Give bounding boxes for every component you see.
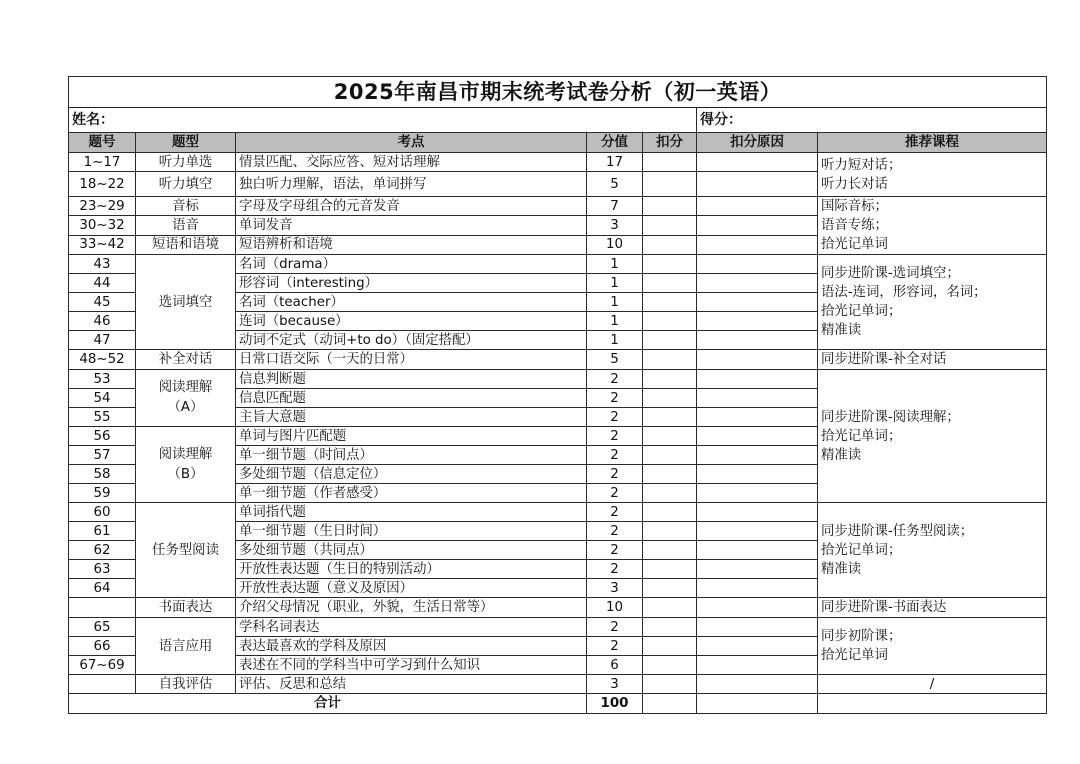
reason-cell bbox=[697, 274, 818, 293]
reason-cell bbox=[697, 293, 818, 312]
score-value: 1 bbox=[587, 293, 643, 312]
score-value: 3 bbox=[587, 579, 643, 598]
recommend-reading bbox=[818, 370, 1047, 503]
test-point: 形容词（interesting） bbox=[236, 274, 587, 293]
name-field: 姓名： bbox=[69, 108, 697, 133]
test-point: 多处细节题（信息定位） bbox=[236, 465, 587, 484]
header-type: 题型 bbox=[136, 133, 236, 153]
recommend-line: 语音专练； bbox=[821, 218, 888, 233]
question-number: 53 bbox=[69, 370, 136, 389]
deduction-cell bbox=[643, 656, 697, 675]
recommend-phonetics bbox=[818, 197, 1047, 255]
reason-cell bbox=[697, 579, 818, 598]
score-value: 2 bbox=[587, 370, 643, 389]
reason-cell bbox=[697, 235, 818, 254]
recommend-line: 拾光记单词 bbox=[821, 237, 888, 252]
score-value: 2 bbox=[587, 503, 643, 522]
question-number: 67~69 bbox=[69, 656, 136, 675]
deduction-cell bbox=[643, 541, 697, 560]
question-type: 自我评估 bbox=[136, 675, 236, 694]
analysis-sheet bbox=[68, 76, 1046, 714]
test-point: 主旨大意题 bbox=[236, 408, 587, 427]
recommend-cell bbox=[818, 694, 1047, 714]
question-number: 60 bbox=[69, 503, 136, 522]
recommend-line: 同步初阶课； bbox=[821, 629, 902, 644]
reason-cell bbox=[697, 153, 818, 172]
score-value: 5 bbox=[587, 350, 643, 370]
recommend-line: 精准读 bbox=[821, 447, 862, 463]
question-number: 56 bbox=[69, 427, 136, 446]
recommend-word-fill bbox=[818, 255, 1047, 350]
deduction-cell bbox=[643, 637, 697, 656]
test-point: 名词（teacher） bbox=[236, 293, 587, 312]
test-point: 独白听力理解，语法，单词拼写 bbox=[236, 172, 587, 197]
deduction-cell bbox=[643, 370, 697, 389]
test-point: 学科名词表达 bbox=[236, 618, 587, 637]
question-number bbox=[69, 675, 136, 694]
deduction-cell bbox=[643, 694, 697, 714]
question-number: 65 bbox=[69, 618, 136, 637]
question-number: 30~32 bbox=[69, 216, 136, 235]
recommend-line: 精准读 bbox=[821, 561, 862, 577]
score-value: 2 bbox=[587, 522, 643, 541]
total-label: 合计 bbox=[69, 694, 587, 714]
reason-cell bbox=[697, 618, 818, 637]
score-value: 2 bbox=[587, 408, 643, 427]
reason-cell bbox=[697, 216, 818, 235]
table-row bbox=[69, 350, 1047, 370]
question-number: 59 bbox=[69, 484, 136, 503]
test-point: 情景匹配、交际应答、短对话理解 bbox=[236, 153, 587, 172]
deduction-cell bbox=[643, 350, 697, 370]
test-point: 信息匹配题 bbox=[236, 389, 587, 408]
recommend-line: 拾光记单词； bbox=[821, 428, 902, 444]
reason-cell bbox=[697, 350, 818, 370]
test-point: 单一细节题（时间点） bbox=[236, 446, 587, 465]
table-row bbox=[69, 197, 1047, 216]
recommend-line: 拾光记单词； bbox=[821, 304, 902, 319]
score-value: 10 bbox=[587, 235, 643, 254]
deduction-cell bbox=[643, 446, 697, 465]
question-number: 47 bbox=[69, 331, 136, 350]
table-row bbox=[69, 255, 1047, 274]
type-line: （B） bbox=[167, 466, 204, 482]
deduction-cell bbox=[643, 274, 697, 293]
test-point: 短语辨析和语境 bbox=[236, 235, 587, 254]
deduction-cell bbox=[643, 503, 697, 522]
reason-cell bbox=[697, 446, 818, 465]
question-number: 46 bbox=[69, 312, 136, 331]
reason-cell bbox=[697, 331, 818, 350]
question-type: 听力填空 bbox=[136, 172, 236, 197]
recommend-dialogue: 同步进阶课-补全对话 bbox=[818, 350, 1047, 370]
test-point: 介绍父母情况（职业，外貌，生活日常等） bbox=[236, 598, 587, 618]
deduction-cell bbox=[643, 153, 697, 172]
score-value: 2 bbox=[587, 446, 643, 465]
test-point: 字母及字母组合的元音发音 bbox=[236, 197, 587, 216]
header-recommend: 推荐课程 bbox=[818, 133, 1047, 153]
question-type: 语言应用 bbox=[136, 618, 236, 675]
reason-cell bbox=[697, 370, 818, 389]
table-row bbox=[69, 153, 1047, 172]
test-point: 连词（because） bbox=[236, 312, 587, 331]
deduction-cell bbox=[643, 675, 697, 694]
test-point: 多处细节题（共同点） bbox=[236, 541, 587, 560]
header-deduction: 扣分 bbox=[643, 133, 697, 153]
score-value: 1 bbox=[587, 274, 643, 293]
deduction-cell bbox=[643, 522, 697, 541]
recommend-listening bbox=[818, 153, 1047, 197]
type-line: （A） bbox=[167, 400, 204, 415]
header-value: 分值 bbox=[587, 133, 643, 153]
question-type: 语音 bbox=[136, 216, 236, 235]
deduction-cell bbox=[643, 197, 697, 216]
recommend-line: 精准读 bbox=[821, 323, 862, 338]
reason-cell bbox=[697, 427, 818, 446]
deduction-cell bbox=[643, 579, 697, 598]
score-value: 3 bbox=[587, 216, 643, 235]
reason-cell bbox=[697, 675, 818, 694]
score-value: 1 bbox=[587, 255, 643, 274]
score-field: 得分： bbox=[697, 108, 1047, 133]
question-number: 23~29 bbox=[69, 197, 136, 216]
deduction-cell bbox=[643, 618, 697, 637]
score-value: 1 bbox=[587, 331, 643, 350]
question-number: 58 bbox=[69, 465, 136, 484]
question-number: 62 bbox=[69, 541, 136, 560]
reason-cell bbox=[697, 172, 818, 197]
score-value: 1 bbox=[587, 312, 643, 331]
recommend-line: 拾光记单词； bbox=[821, 542, 902, 558]
reason-cell bbox=[697, 408, 818, 427]
score-value: 10 bbox=[587, 598, 643, 618]
recommend-task-reading bbox=[818, 503, 1047, 598]
question-type-reading-b bbox=[136, 427, 236, 503]
recommend-line: 国际音标； bbox=[821, 199, 888, 214]
type-line: 阅读理解 bbox=[158, 380, 213, 395]
question-type: 听力单选 bbox=[136, 153, 236, 172]
test-point: 单词指代题 bbox=[236, 503, 587, 522]
analysis-table bbox=[68, 76, 1047, 714]
deduction-cell bbox=[643, 331, 697, 350]
reason-cell bbox=[697, 197, 818, 216]
type-line: 阅读理解 bbox=[158, 446, 213, 462]
test-point: 动词不定式（动词+to do）（固定搭配） bbox=[236, 331, 587, 350]
score-value: 2 bbox=[587, 618, 643, 637]
test-point: 单词与图片匹配题 bbox=[236, 427, 587, 446]
total-row bbox=[69, 694, 1047, 714]
question-type: 任务型阅读 bbox=[136, 503, 236, 598]
reason-cell bbox=[697, 637, 818, 656]
score-value: 2 bbox=[587, 484, 643, 503]
test-point: 单一细节题（作者感受） bbox=[236, 484, 587, 503]
deduction-cell bbox=[643, 235, 697, 254]
score-value: 7 bbox=[587, 197, 643, 216]
document-title: 2025年南昌市期末统考试卷分析（初一英语） bbox=[69, 77, 1047, 108]
question-type-reading-a bbox=[136, 370, 236, 427]
table-row bbox=[69, 675, 1047, 694]
recommend-line: 同步进阶课-阅读理解； bbox=[821, 409, 960, 425]
reason-cell bbox=[697, 255, 818, 274]
test-point: 日常口语交际（一天的日常） bbox=[236, 350, 587, 370]
question-number: 66 bbox=[69, 637, 136, 656]
score-value: 2 bbox=[587, 465, 643, 484]
test-point: 表达最喜欢的学科及原因 bbox=[236, 637, 587, 656]
deduction-cell bbox=[643, 465, 697, 484]
recommend-language-use bbox=[818, 618, 1047, 675]
reason-cell bbox=[697, 560, 818, 579]
header-reason: 扣分原因 bbox=[697, 133, 818, 153]
score-value: 2 bbox=[587, 427, 643, 446]
recommend-line: 听力短对话； bbox=[821, 157, 902, 173]
question-number: 57 bbox=[69, 446, 136, 465]
reason-cell bbox=[697, 522, 818, 541]
deduction-cell bbox=[643, 172, 697, 197]
question-number: 61 bbox=[69, 522, 136, 541]
question-type: 选词填空 bbox=[136, 255, 236, 350]
reason-cell bbox=[697, 465, 818, 484]
test-point: 名词（drama） bbox=[236, 255, 587, 274]
question-type: 音标 bbox=[136, 197, 236, 216]
recommend-self-eval: / bbox=[818, 675, 1047, 694]
deduction-cell bbox=[643, 484, 697, 503]
deduction-cell bbox=[643, 427, 697, 446]
question-number: 54 bbox=[69, 389, 136, 408]
question-number bbox=[69, 598, 136, 618]
reason-cell bbox=[697, 484, 818, 503]
test-point: 开放性表达题（生日的特别活动） bbox=[236, 560, 587, 579]
score-value: 2 bbox=[587, 541, 643, 560]
test-point: 评估、反思和总结 bbox=[236, 675, 587, 694]
test-point: 表述在不同的学科当中可学习到什么知识 bbox=[236, 656, 587, 675]
score-value: 2 bbox=[587, 389, 643, 408]
test-point: 单词发音 bbox=[236, 216, 587, 235]
table-row bbox=[69, 370, 1047, 389]
question-number: 55 bbox=[69, 408, 136, 427]
test-point: 开放性表达题（意义及原因） bbox=[236, 579, 587, 598]
reason-cell bbox=[697, 541, 818, 560]
recommend-writing: 同步进阶课-书面表达 bbox=[818, 598, 1047, 618]
deduction-cell bbox=[643, 408, 697, 427]
reason-cell bbox=[697, 598, 818, 618]
question-number: 18~22 bbox=[69, 172, 136, 197]
question-type: 短语和语境 bbox=[136, 235, 236, 254]
recommend-line: 同步进阶课-选词填空； bbox=[821, 266, 960, 281]
question-type: 补全对话 bbox=[136, 350, 236, 370]
score-value: 6 bbox=[587, 656, 643, 675]
deduction-cell bbox=[643, 598, 697, 618]
deduction-cell bbox=[643, 255, 697, 274]
question-type: 书面表达 bbox=[136, 598, 236, 618]
score-value: 2 bbox=[587, 637, 643, 656]
recommend-line: 听力长对话 bbox=[821, 176, 888, 192]
reason-cell bbox=[697, 656, 818, 675]
deduction-cell bbox=[643, 293, 697, 312]
question-number: 63 bbox=[69, 560, 136, 579]
question-number: 1~17 bbox=[69, 153, 136, 172]
score-value: 2 bbox=[587, 560, 643, 579]
test-point: 单一细节题（生日时间） bbox=[236, 522, 587, 541]
recommend-line: 同步进阶课-任务型阅读； bbox=[821, 523, 974, 539]
deduction-cell bbox=[643, 312, 697, 331]
header-point: 考点 bbox=[236, 133, 587, 153]
test-point: 信息判断题 bbox=[236, 370, 587, 389]
total-value: 100 bbox=[587, 694, 643, 714]
table-row bbox=[69, 598, 1047, 618]
recommend-line: 语法-连词，形容词，名词； bbox=[821, 285, 987, 300]
question-number: 33~42 bbox=[69, 235, 136, 254]
deduction-cell bbox=[643, 216, 697, 235]
question-number: 44 bbox=[69, 274, 136, 293]
question-number: 45 bbox=[69, 293, 136, 312]
recommend-line: 拾光记单词 bbox=[821, 648, 888, 663]
question-number: 48~52 bbox=[69, 350, 136, 370]
score-value: 17 bbox=[587, 153, 643, 172]
question-number: 43 bbox=[69, 255, 136, 274]
reason-cell bbox=[697, 312, 818, 331]
deduction-cell bbox=[643, 560, 697, 579]
score-value: 3 bbox=[587, 675, 643, 694]
reason-cell bbox=[697, 503, 818, 522]
reason-cell bbox=[697, 694, 818, 714]
table-row bbox=[69, 503, 1047, 522]
reason-cell bbox=[697, 389, 818, 408]
question-number: 64 bbox=[69, 579, 136, 598]
table-row bbox=[69, 618, 1047, 637]
deduction-cell bbox=[643, 389, 697, 408]
score-value: 5 bbox=[587, 172, 643, 197]
header-number: 题号 bbox=[69, 133, 136, 153]
